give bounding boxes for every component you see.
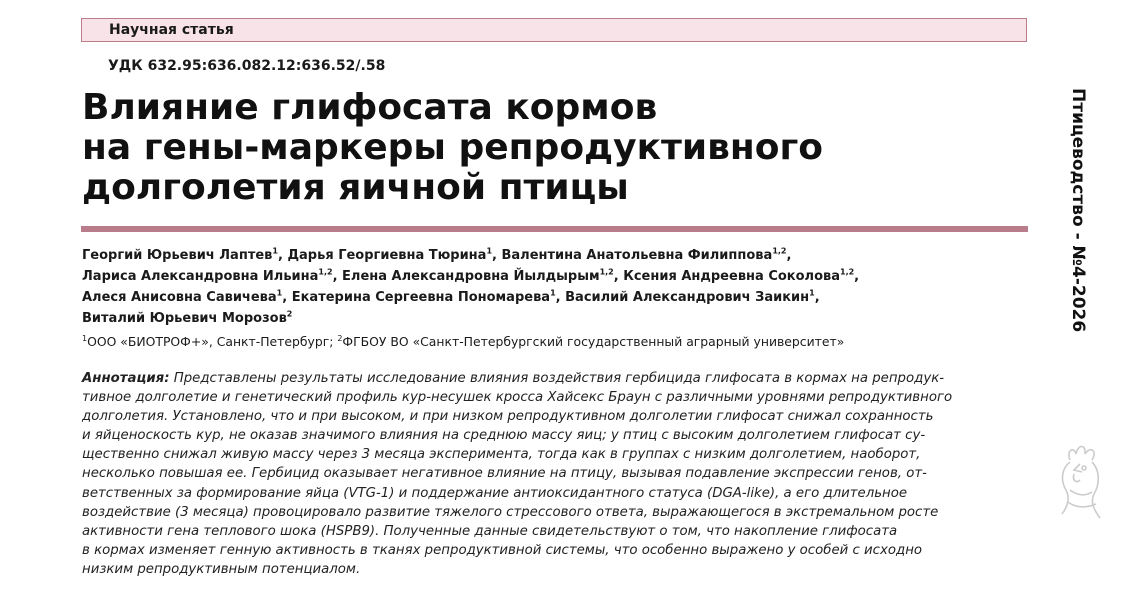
author-affiliation-marker: 1 xyxy=(809,288,815,298)
author-list xyxy=(82,245,1012,329)
author-name: Валентина Анатольевна Филиппова xyxy=(501,248,773,263)
author-name: Алеся Анисовна Савичева xyxy=(82,290,277,305)
author xyxy=(82,248,287,263)
author-affiliation-marker: 1,2 xyxy=(772,246,787,256)
abstract-line: несколько повышая ее. Гербицид оказывает негативное влияние на птицу, вызывая подавление экспрессии генов, от- xyxy=(82,466,927,482)
author-affiliation-marker: 1 xyxy=(276,288,283,298)
author xyxy=(623,269,859,284)
author-name: Виталий Юрьевич Морозов xyxy=(82,311,287,326)
author-separator: , xyxy=(814,290,820,305)
abstract-line: ветственных за формирование яйца (VTG-1) и поддержание антиоксидантного статуса (DGA-like), а его длительное xyxy=(82,485,908,501)
affiliation-1: ООО «БИОТРОФ+», Санкт-Петербург; xyxy=(87,334,338,349)
abstract-line: щественно снижал живую массу через 3 месяца эксперимента, тогда как в группах с низким долголетием, наоборот, xyxy=(82,447,921,463)
abstract xyxy=(82,369,1032,579)
abstract-line: долголетия. Установлено, что и при высоком, и при низком репродуктивном долголетии глифосат снижал сохранность xyxy=(82,409,934,425)
title-line: Влияние глифосата кормов xyxy=(82,87,658,128)
abstract-label: Аннотация: xyxy=(82,371,170,386)
author xyxy=(502,248,792,263)
author xyxy=(82,311,292,326)
author-name: Ксения Андреевна Соколова xyxy=(623,269,840,284)
author-affiliation-marker: 2 xyxy=(286,309,293,319)
category-bar xyxy=(81,18,1027,42)
next-paragraph-cutoff xyxy=(82,588,1012,597)
affiliation-2: ФГБОУ ВО «Санкт-Петербургский государственный аграрный университет» xyxy=(342,334,845,349)
author-separator: , xyxy=(786,248,792,263)
affiliation-marker: 2 xyxy=(337,333,343,343)
abstract-text: Представлены результаты исследование влияния воздействия гербицида глифосата в кормах на репродук- xyxy=(169,371,945,386)
abstract-line: в кормах изменяет генную активность в тканях репродуктивной системы, что особенно выражено у особей с исходно xyxy=(82,542,923,558)
abstract-line: активности гена теплового шока (HSPB9). Полученные данные свидетельствуют о том, что накопление глифосата xyxy=(82,523,898,539)
author-separator: , xyxy=(332,269,343,284)
author-name: Елена Александровна Йылдырым xyxy=(342,269,600,284)
article-category: Научная статья xyxy=(109,22,234,38)
author-line xyxy=(82,266,1012,287)
affiliations xyxy=(82,334,1012,350)
rooster-watermark-icon xyxy=(1040,440,1120,530)
abstract-line: тивное долголетие и генетический профиль кур-несушек кросса Хайсекс Браун с различными уровнями репродуктивного xyxy=(82,390,953,406)
author xyxy=(565,290,820,305)
author-name: Лариса Александровна Ильина xyxy=(82,269,319,284)
author xyxy=(82,269,342,284)
author xyxy=(292,290,565,305)
author-name: Василий Александрович Заикин xyxy=(565,290,810,305)
journal-sidebar xyxy=(1066,88,1090,338)
affiliation-marker: 1 xyxy=(82,333,88,343)
abstract-line: воздействие (3 месяца) провоцировало развитие тяжелого стрессового ответа, выражающегося в экстремальном росте xyxy=(82,504,939,520)
author-separator: , xyxy=(854,269,860,284)
author xyxy=(82,290,292,305)
author-affiliation-marker: 1 xyxy=(550,288,556,298)
author-separator: , xyxy=(492,248,502,263)
author-affiliation-marker: 1 xyxy=(272,246,278,256)
article-title xyxy=(82,88,1012,208)
title-divider xyxy=(81,226,1028,232)
author-affiliation-marker: 1 xyxy=(486,246,493,256)
journal-issue: Птицеводство - №4-2026 xyxy=(1068,88,1088,333)
author xyxy=(342,269,623,284)
abstract-line xyxy=(82,369,1032,388)
author-separator: , xyxy=(277,248,288,263)
author-separator: , xyxy=(613,269,624,284)
title-line: долголетия яичной птицы xyxy=(82,167,629,208)
author-name: Дарья Георгиевна Тюрина xyxy=(287,248,487,263)
author-name: Георгий Юрьевич Лаптев xyxy=(82,248,273,263)
abstract-line: низким репродуктивным потенциалом. xyxy=(82,561,361,577)
abstract-line: и яйценоскость кур, не оказав значимого влияния на среднюю массу яиц; у птиц с высоким долголетием глифосат су- xyxy=(82,428,926,444)
author-affiliation-marker: 1,2 xyxy=(318,267,333,277)
author-line xyxy=(82,245,1012,266)
title-line: на гены-маркеры репродуктивного xyxy=(82,127,824,168)
author-separator: , xyxy=(282,290,292,305)
author-separator: , xyxy=(555,290,566,305)
author-affiliation-marker: 1,2 xyxy=(840,267,855,277)
author xyxy=(287,248,501,263)
author-line xyxy=(82,308,1012,329)
author-affiliation-marker: 1,2 xyxy=(599,267,614,277)
udc-code: УДК 632.95:636.082.12:636.52/.58 xyxy=(108,58,386,74)
author-name: Екатерина Сергеевна Пономарева xyxy=(291,290,551,305)
author-line xyxy=(82,287,1012,308)
